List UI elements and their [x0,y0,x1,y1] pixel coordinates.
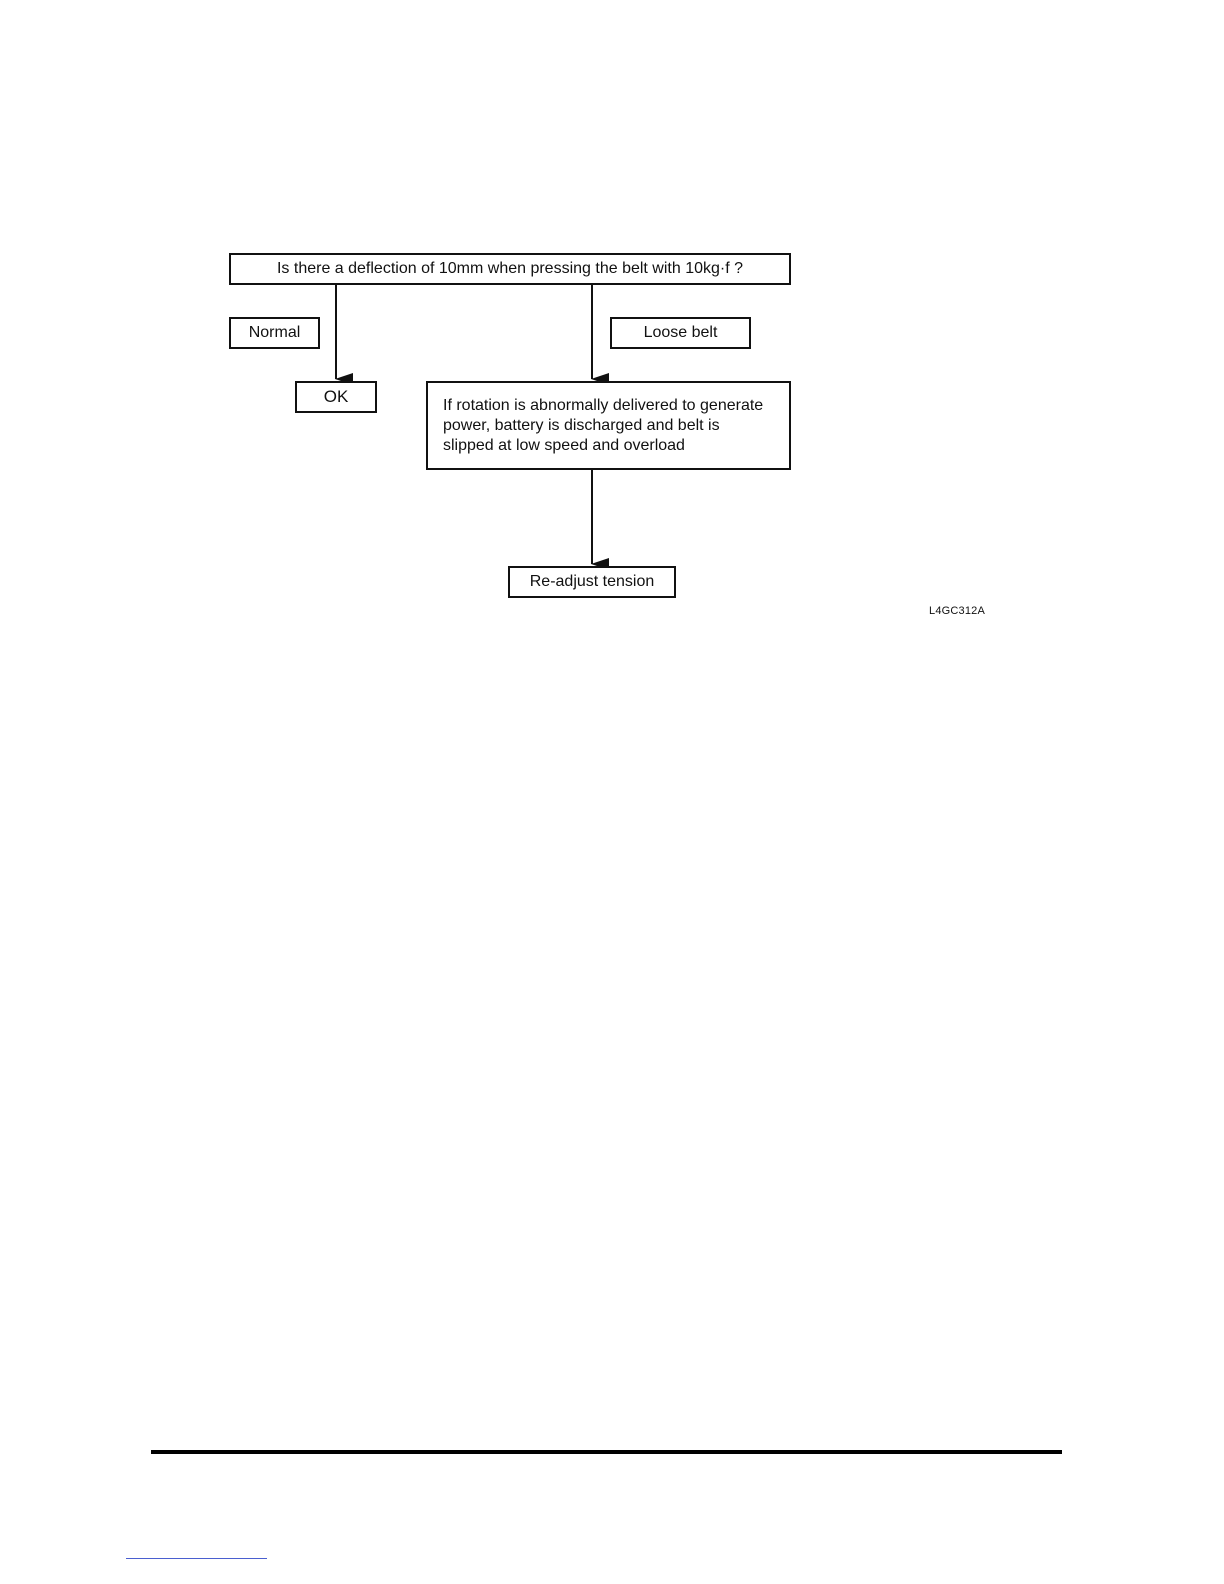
result-ok-text: OK [323,387,349,406]
question-text: Is there a deflection of 10mm when pressing the belt with 10kg·f ? [276,260,744,277]
action-text: Re-adjust tension [529,573,655,590]
footer-link-underline [126,1558,267,1559]
figure-code: L4GC312A [929,605,986,617]
result-ok-box [295,381,377,413]
branch-loose-belt-label [610,317,751,349]
question-box [229,253,791,285]
footer-rule [151,1450,1062,1454]
action-box [508,566,676,598]
branch-loose-belt-text: Loose belt [643,324,718,341]
cause-box: If rotation is abnormally delivered to generate power, battery is discharged and belt is slipped at low speed and overload [426,381,791,470]
branch-normal-label [229,317,320,349]
branch-normal-text: Normal [248,324,301,341]
